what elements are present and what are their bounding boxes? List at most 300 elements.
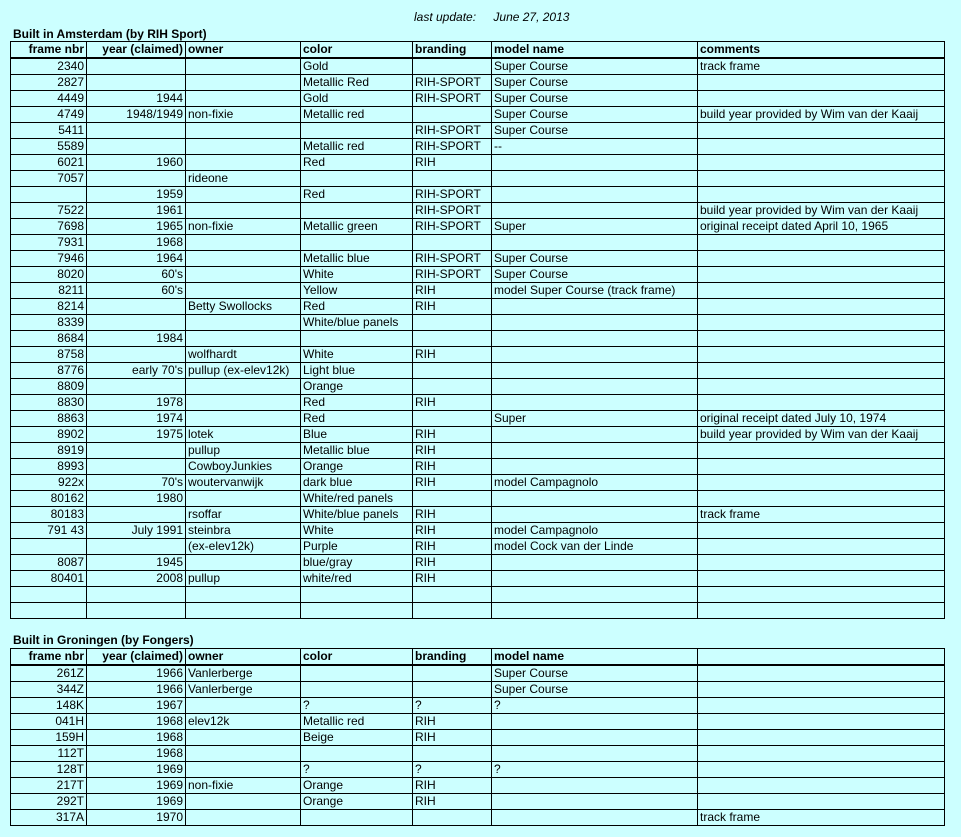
cell-model-name bbox=[492, 778, 698, 794]
cell-comments bbox=[698, 491, 945, 507]
cell-branding bbox=[413, 411, 492, 427]
cell-comments bbox=[698, 315, 945, 331]
cell-branding bbox=[413, 235, 492, 251]
cell-comments bbox=[698, 794, 945, 810]
cell-color: Gold bbox=[301, 58, 413, 75]
cell-color: White bbox=[301, 523, 413, 539]
cell-color: Metallic blue bbox=[301, 251, 413, 267]
cell-model-name bbox=[492, 730, 698, 746]
cell-branding: ? bbox=[413, 698, 492, 714]
cell-model-name bbox=[492, 347, 698, 363]
last-update bbox=[414, 10, 569, 24]
cell-model-name: Super bbox=[492, 411, 698, 427]
cell-color: Metallic red bbox=[301, 714, 413, 730]
cell-comments bbox=[698, 730, 945, 746]
cell-comments: track frame bbox=[698, 58, 945, 75]
cell-owner: non-fixie bbox=[186, 219, 301, 235]
cell-frame-nbr: 7698 bbox=[11, 219, 87, 235]
cell-color bbox=[301, 123, 413, 139]
cell-year: 60's bbox=[87, 267, 186, 283]
cell-owner bbox=[186, 698, 301, 714]
cell-year bbox=[87, 139, 186, 155]
cell-year: 1968 bbox=[87, 235, 186, 251]
cell-owner: Vanlerberge bbox=[186, 682, 301, 698]
table-row bbox=[11, 267, 945, 283]
cell-owner bbox=[186, 762, 301, 778]
cell-year: early 70's bbox=[87, 363, 186, 379]
cell-comments bbox=[698, 682, 945, 698]
cell-owner: Betty Swollocks bbox=[186, 299, 301, 315]
cell-model-name: Super Course bbox=[492, 682, 698, 698]
cell-branding: RIH-SPORT bbox=[413, 123, 492, 139]
col-header-branding: branding bbox=[413, 42, 492, 59]
cell-color bbox=[301, 603, 413, 619]
cell-frame-nbr bbox=[11, 603, 87, 619]
cell-owner: Vanlerberge bbox=[186, 665, 301, 682]
cell-frame-nbr: 7522 bbox=[11, 203, 87, 219]
cell-comments bbox=[698, 571, 945, 587]
cell-comments bbox=[698, 155, 945, 171]
cell-comments: track frame bbox=[698, 507, 945, 523]
cell-branding: RIH bbox=[413, 571, 492, 587]
cell-branding: RIH bbox=[413, 507, 492, 523]
cell-model-name: Super Course bbox=[492, 123, 698, 139]
cell-branding: RIH bbox=[413, 299, 492, 315]
table-row bbox=[11, 58, 945, 75]
cell-frame-nbr: 8993 bbox=[11, 459, 87, 475]
cell-color bbox=[301, 331, 413, 347]
cell-color bbox=[301, 682, 413, 698]
cell-model-name bbox=[492, 491, 698, 507]
cell-color bbox=[301, 746, 413, 762]
cell-frame-nbr: 8758 bbox=[11, 347, 87, 363]
cell-branding bbox=[413, 603, 492, 619]
col-header-branding: branding bbox=[413, 649, 492, 666]
cell-owner bbox=[186, 746, 301, 762]
table-row bbox=[11, 379, 945, 395]
cell-branding: RIH-SPORT bbox=[413, 75, 492, 91]
table-row bbox=[11, 698, 945, 714]
cell-color: Blue bbox=[301, 427, 413, 443]
cell-model-name: Super Course bbox=[492, 58, 698, 75]
cell-color: Light blue bbox=[301, 363, 413, 379]
cell-comments bbox=[698, 746, 945, 762]
cell-comments bbox=[698, 587, 945, 603]
cell-year bbox=[87, 379, 186, 395]
cell-model-name: Super Course bbox=[492, 91, 698, 107]
cell-model-name bbox=[492, 203, 698, 219]
cell-owner: pullup bbox=[186, 443, 301, 459]
cell-year: 1945 bbox=[87, 555, 186, 571]
cell-frame-nbr: 317A bbox=[11, 810, 87, 826]
cell-branding bbox=[413, 587, 492, 603]
table-row bbox=[11, 810, 945, 826]
table-row bbox=[11, 283, 945, 299]
cell-color bbox=[301, 171, 413, 187]
table-row bbox=[11, 427, 945, 443]
table-row bbox=[11, 778, 945, 794]
cell-model-name: model Campagnolo bbox=[492, 523, 698, 539]
cell-comments bbox=[698, 283, 945, 299]
amsterdam-table bbox=[10, 41, 945, 619]
table-row bbox=[11, 507, 945, 523]
cell-year: 1944 bbox=[87, 91, 186, 107]
cell-year: 60's bbox=[87, 283, 186, 299]
cell-frame-nbr: 112T bbox=[11, 746, 87, 762]
cell-branding bbox=[413, 746, 492, 762]
col-header-color: color bbox=[301, 649, 413, 666]
cell-year: 1964 bbox=[87, 251, 186, 267]
cell-color: White bbox=[301, 267, 413, 283]
cell-model-name bbox=[492, 443, 698, 459]
cell-color: ? bbox=[301, 698, 413, 714]
cell-owner: non-fixie bbox=[186, 778, 301, 794]
cell-year: 1969 bbox=[87, 762, 186, 778]
cell-owner: rsoffar bbox=[186, 507, 301, 523]
cell-model-name bbox=[492, 395, 698, 411]
cell-comments bbox=[698, 299, 945, 315]
groningen-title: Built in Groningen (by Fongers) bbox=[13, 633, 194, 647]
col-header-model-name: model name bbox=[492, 42, 698, 59]
cell-branding: RIH bbox=[413, 443, 492, 459]
cell-year bbox=[87, 459, 186, 475]
cell-branding: RIH-SPORT bbox=[413, 139, 492, 155]
cell-color: Metallic red bbox=[301, 139, 413, 155]
cell-comments: original receipt dated April 10, 1965 bbox=[698, 219, 945, 235]
cell-branding bbox=[413, 810, 492, 826]
cell-color bbox=[301, 203, 413, 219]
cell-frame-nbr: 8863 bbox=[11, 411, 87, 427]
cell-comments: build year provided by Wim van der Kaaij bbox=[698, 107, 945, 123]
cell-branding bbox=[413, 363, 492, 379]
cell-comments bbox=[698, 665, 945, 682]
cell-owner bbox=[186, 587, 301, 603]
cell-frame-nbr: 2340 bbox=[11, 58, 87, 75]
cell-frame-nbr: 80162 bbox=[11, 491, 87, 507]
cell-year: 1968 bbox=[87, 714, 186, 730]
cell-comments bbox=[698, 778, 945, 794]
cell-color bbox=[301, 587, 413, 603]
cell-model-name: model Cock van der Linde bbox=[492, 539, 698, 555]
cell-comments bbox=[698, 762, 945, 778]
cell-model-name: model Campagnolo bbox=[492, 475, 698, 491]
cell-model-name bbox=[492, 187, 698, 203]
cell-model-name: Super Course bbox=[492, 107, 698, 123]
cell-year bbox=[87, 58, 186, 75]
cell-comments: original receipt dated July 10, 1974 bbox=[698, 411, 945, 427]
cell-comments bbox=[698, 75, 945, 91]
table-row bbox=[11, 491, 945, 507]
cell-branding: RIH-SPORT bbox=[413, 267, 492, 283]
cell-color: White/blue panels bbox=[301, 315, 413, 331]
cell-owner bbox=[186, 187, 301, 203]
cell-comments: track frame bbox=[698, 810, 945, 826]
cell-frame-nbr: 4749 bbox=[11, 107, 87, 123]
cell-color: Orange bbox=[301, 379, 413, 395]
col-header-frame-nbr: frame nbr bbox=[11, 649, 87, 666]
cell-model-name bbox=[492, 603, 698, 619]
cell-owner bbox=[186, 123, 301, 139]
cell-owner: lotek bbox=[186, 427, 301, 443]
cell-color: Yellow bbox=[301, 283, 413, 299]
cell-year: 1968 bbox=[87, 746, 186, 762]
cell-branding: RIH bbox=[413, 395, 492, 411]
cell-owner bbox=[186, 235, 301, 251]
cell-frame-nbr: 7946 bbox=[11, 251, 87, 267]
table-row bbox=[11, 219, 945, 235]
cell-comments bbox=[698, 379, 945, 395]
cell-comments: build year provided by Wim van der Kaaij bbox=[698, 427, 945, 443]
cell-color: Metallic green bbox=[301, 219, 413, 235]
cell-year: 1969 bbox=[87, 794, 186, 810]
cell-owner: CowboyJunkies bbox=[186, 459, 301, 475]
table-row bbox=[11, 299, 945, 315]
cell-color: blue/gray bbox=[301, 555, 413, 571]
cell-comments bbox=[698, 443, 945, 459]
cell-year: 1965 bbox=[87, 219, 186, 235]
cell-color: Red bbox=[301, 411, 413, 427]
cell-frame-nbr: 5589 bbox=[11, 139, 87, 155]
cell-comments bbox=[698, 714, 945, 730]
cell-frame-nbr: 8809 bbox=[11, 379, 87, 395]
cell-model-name bbox=[492, 427, 698, 443]
cell-branding: RIH bbox=[413, 475, 492, 491]
last-update-label: last update: bbox=[414, 10, 477, 24]
cell-comments bbox=[698, 91, 945, 107]
cell-owner: woutervanwijk bbox=[186, 475, 301, 491]
cell-model-name bbox=[492, 459, 698, 475]
cell-model-name bbox=[492, 235, 698, 251]
cell-year: 1966 bbox=[87, 682, 186, 698]
table-row bbox=[11, 762, 945, 778]
header-row bbox=[11, 42, 945, 59]
cell-year bbox=[87, 315, 186, 331]
cell-frame-nbr: 4449 bbox=[11, 91, 87, 107]
cell-comments bbox=[698, 539, 945, 555]
cell-comments bbox=[698, 347, 945, 363]
cell-comments bbox=[698, 251, 945, 267]
cell-year: 1970 bbox=[87, 810, 186, 826]
cell-frame-nbr: 217T bbox=[11, 778, 87, 794]
cell-owner bbox=[186, 491, 301, 507]
cell-frame-nbr: 922x bbox=[11, 475, 87, 491]
cell-model-name bbox=[492, 363, 698, 379]
table-row bbox=[11, 91, 945, 107]
cell-comments bbox=[698, 267, 945, 283]
cell-model-name bbox=[492, 571, 698, 587]
table-row bbox=[11, 730, 945, 746]
cell-color bbox=[301, 235, 413, 251]
cell-comments bbox=[698, 698, 945, 714]
cell-branding: RIH-SPORT bbox=[413, 187, 492, 203]
cell-owner bbox=[186, 251, 301, 267]
cell-owner: wolfhardt bbox=[186, 347, 301, 363]
cell-comments bbox=[698, 235, 945, 251]
cell-branding bbox=[413, 379, 492, 395]
cell-comments bbox=[698, 139, 945, 155]
cell-comments: build year provided by Wim van der Kaaij bbox=[698, 203, 945, 219]
table-row bbox=[11, 587, 945, 603]
cell-frame-nbr: 8776 bbox=[11, 363, 87, 379]
cell-color: Purple bbox=[301, 539, 413, 555]
cell-comments bbox=[698, 331, 945, 347]
cell-branding: RIH bbox=[413, 794, 492, 810]
cell-color: Red bbox=[301, 187, 413, 203]
cell-owner bbox=[186, 315, 301, 331]
cell-frame-nbr: 8919 bbox=[11, 443, 87, 459]
cell-branding bbox=[413, 682, 492, 698]
cell-year bbox=[87, 603, 186, 619]
cell-frame-nbr: 2827 bbox=[11, 75, 87, 91]
table-row bbox=[11, 347, 945, 363]
cell-year bbox=[87, 123, 186, 139]
cell-branding bbox=[413, 58, 492, 75]
cell-frame-nbr bbox=[11, 187, 87, 203]
cell-model-name: Super Course bbox=[492, 267, 698, 283]
cell-color: Beige bbox=[301, 730, 413, 746]
cell-owner bbox=[186, 555, 301, 571]
cell-model-name: model Super Course (track frame) bbox=[492, 283, 698, 299]
col-header-model-name: model name bbox=[492, 649, 698, 666]
cell-owner bbox=[186, 203, 301, 219]
cell-owner bbox=[186, 730, 301, 746]
cell-branding: RIH bbox=[413, 347, 492, 363]
table-row bbox=[11, 411, 945, 427]
amsterdam-title: Built in Amsterdam (by RIH Sport) bbox=[13, 27, 207, 41]
cell-model-name bbox=[492, 794, 698, 810]
cell-frame-nbr: 7931 bbox=[11, 235, 87, 251]
cell-frame-nbr: 8087 bbox=[11, 555, 87, 571]
cell-owner bbox=[186, 139, 301, 155]
table-row bbox=[11, 794, 945, 810]
cell-color: Red bbox=[301, 299, 413, 315]
cell-frame-nbr: 6021 bbox=[11, 155, 87, 171]
cell-year: 2008 bbox=[87, 571, 186, 587]
cell-year: 1967 bbox=[87, 698, 186, 714]
cell-model-name bbox=[492, 315, 698, 331]
table-row bbox=[11, 171, 945, 187]
table-row bbox=[11, 714, 945, 730]
cell-color: Metallic blue bbox=[301, 443, 413, 459]
cell-comments bbox=[698, 123, 945, 139]
cell-frame-nbr: 8339 bbox=[11, 315, 87, 331]
cell-year: 1974 bbox=[87, 411, 186, 427]
cell-year: 1960 bbox=[87, 155, 186, 171]
cell-frame-nbr: 791 43 bbox=[11, 523, 87, 539]
cell-year: 1975 bbox=[87, 427, 186, 443]
cell-owner bbox=[186, 75, 301, 91]
cell-model-name: Super bbox=[492, 219, 698, 235]
cell-color: dark blue bbox=[301, 475, 413, 491]
table-row bbox=[11, 459, 945, 475]
cell-owner bbox=[186, 58, 301, 75]
table-row bbox=[11, 75, 945, 91]
cell-year bbox=[87, 347, 186, 363]
cell-frame-nbr: 8830 bbox=[11, 395, 87, 411]
cell-owner bbox=[186, 395, 301, 411]
cell-owner: (ex-elev12k) bbox=[186, 539, 301, 555]
cell-model-name: Super Course bbox=[492, 665, 698, 682]
cell-branding bbox=[413, 171, 492, 187]
cell-year: 1959 bbox=[87, 187, 186, 203]
cell-color: White/red panels bbox=[301, 491, 413, 507]
cell-frame-nbr: 292T bbox=[11, 794, 87, 810]
cell-model-name: -- bbox=[492, 139, 698, 155]
table-row bbox=[11, 235, 945, 251]
groningen-table bbox=[10, 648, 945, 826]
cell-frame-nbr: 8211 bbox=[11, 283, 87, 299]
cell-model-name bbox=[492, 331, 698, 347]
cell-branding: RIH-SPORT bbox=[413, 203, 492, 219]
table-row bbox=[11, 682, 945, 698]
cell-branding: RIH bbox=[413, 459, 492, 475]
table-row bbox=[11, 395, 945, 411]
cell-comments bbox=[698, 171, 945, 187]
cell-comments bbox=[698, 603, 945, 619]
col-header-owner: owner bbox=[186, 649, 301, 666]
table-row bbox=[11, 475, 945, 491]
table-row bbox=[11, 107, 945, 123]
table-row bbox=[11, 331, 945, 347]
cell-comments bbox=[698, 475, 945, 491]
cell-year: 1984 bbox=[87, 331, 186, 347]
cell-comments bbox=[698, 459, 945, 475]
cell-frame-nbr: 8684 bbox=[11, 331, 87, 347]
cell-branding bbox=[413, 665, 492, 682]
cell-owner bbox=[186, 91, 301, 107]
cell-color: Orange bbox=[301, 459, 413, 475]
col-header-comments: comments bbox=[698, 42, 945, 59]
cell-frame-nbr: 80183 bbox=[11, 507, 87, 523]
cell-frame-nbr: 5411 bbox=[11, 123, 87, 139]
cell-model-name: ? bbox=[492, 762, 698, 778]
cell-frame-nbr: 8020 bbox=[11, 267, 87, 283]
cell-owner bbox=[186, 603, 301, 619]
table-row bbox=[11, 523, 945, 539]
cell-year bbox=[87, 539, 186, 555]
cell-owner: non-fixie bbox=[186, 107, 301, 123]
cell-owner: steinbra bbox=[186, 523, 301, 539]
cell-branding: RIH bbox=[413, 730, 492, 746]
table-row bbox=[11, 443, 945, 459]
cell-owner bbox=[186, 411, 301, 427]
cell-year: 1961 bbox=[87, 203, 186, 219]
cell-frame-nbr: 8902 bbox=[11, 427, 87, 443]
cell-frame-nbr bbox=[11, 587, 87, 603]
cell-frame-nbr: 80401 bbox=[11, 571, 87, 587]
cell-owner bbox=[186, 283, 301, 299]
cell-branding: RIH-SPORT bbox=[413, 91, 492, 107]
cell-branding: RIH bbox=[413, 283, 492, 299]
cell-color: Metallic Red bbox=[301, 75, 413, 91]
cell-color: White/blue panels bbox=[301, 507, 413, 523]
table-row bbox=[11, 555, 945, 571]
cell-comments bbox=[698, 555, 945, 571]
cell-comments bbox=[698, 395, 945, 411]
cell-owner: elev12k bbox=[186, 714, 301, 730]
cell-year bbox=[87, 171, 186, 187]
cell-color: Orange bbox=[301, 794, 413, 810]
cell-color: ? bbox=[301, 762, 413, 778]
last-update-date: June 27, 2013 bbox=[493, 10, 570, 24]
cell-model-name bbox=[492, 714, 698, 730]
cell-branding: RIH bbox=[413, 427, 492, 443]
cell-year: 1978 bbox=[87, 395, 186, 411]
cell-frame-nbr: 128T bbox=[11, 762, 87, 778]
cell-color: Metallic red bbox=[301, 107, 413, 123]
cell-branding: RIH bbox=[413, 155, 492, 171]
cell-frame-nbr: 8214 bbox=[11, 299, 87, 315]
